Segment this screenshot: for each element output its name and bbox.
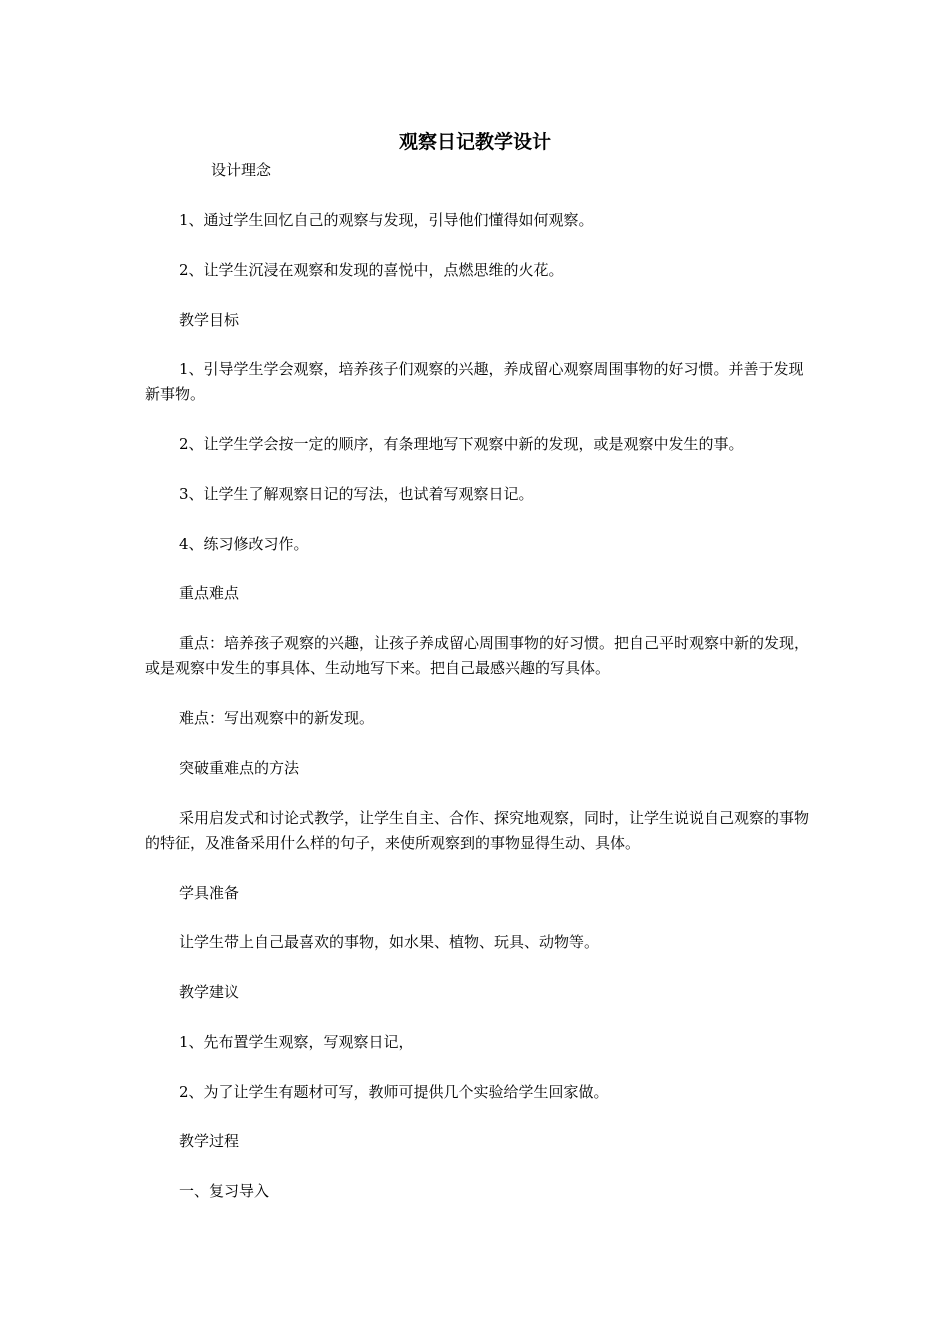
paragraph: 2、让学生沉浸在观察和发现的喜悦中，点燃思维的火花。 — [179, 261, 564, 279]
paragraph: 4、练习修改习作。 — [179, 535, 309, 553]
paragraph: 2、让学生学会按一定的顺序，有条理地写下观察中新的发现，或是观察中发生的事。 — [179, 435, 744, 453]
section-heading-key-points: 重点难点 — [179, 584, 240, 602]
section-heading-suggestions: 教学建议 — [179, 983, 240, 1001]
paragraph: 采用启发式和讨论式教学，让学生自主、合作、探究地观察，同时，让学生说说自己观察的事物的特征，及准备采用什么样的句子，来使所观察到的事物显得生动、具体。 — [145, 809, 810, 852]
section-heading-design-concept: 设计理念 — [211, 161, 272, 179]
paragraph: 2、为了让学生有题材可写，教师可提供几个实验给学生回家做。 — [179, 1083, 609, 1101]
paragraph: 1、引导学生学会观察，培养孩子们观察的兴趣，养成留心观察周围事物的好习惯。并善于发现新事物。 — [145, 360, 804, 403]
paragraph: 一、复习导入 — [179, 1182, 270, 1200]
paragraph: 1、通过学生回忆自己的观察与发现，引导他们懂得如何观察。 — [179, 211, 594, 229]
section-heading-teaching-goals: 教学目标 — [179, 311, 240, 329]
paragraph: 难点：写出观察中的新发现。 — [179, 709, 375, 727]
paragraph: 重点：培养孩子观察的兴趣，让孩子养成留心周围事物的好习惯。把自己平时观察中新的发现，或是观察中发生的事具体、生动地写下来。把自己最感兴趣的写具体。 — [145, 634, 810, 677]
paragraph: 1、先布置学生观察，写观察日记， — [179, 1033, 414, 1051]
document-title: 观察日记教学设计 — [398, 131, 551, 153]
paragraph: 3、让学生了解观察日记的写法，也试着写观察日记。 — [179, 485, 534, 503]
section-heading-materials: 学具准备 — [179, 884, 240, 902]
section-heading-process: 教学过程 — [179, 1132, 240, 1150]
paragraph: 让学生带上自己最喜欢的事物，如水果、植物、玩具、动物等。 — [179, 933, 600, 951]
section-heading-methods: 突破重难点的方法 — [179, 759, 300, 777]
